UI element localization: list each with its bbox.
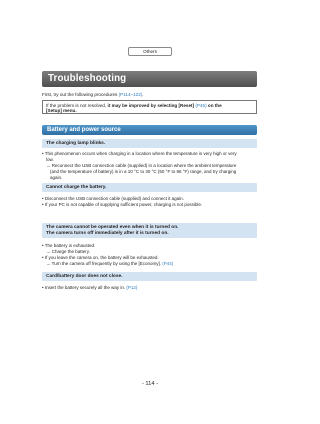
economy-page-link[interactable]: (P44) [162,261,174,266]
page-number: - 114 - [141,381,159,387]
question-bar: The camera cannot be operated even when it is turned on. The camera turns off immediately after it is turned on. [42,223,257,238]
intro-text: First, try out the following procedures (P114–122). [42,92,144,97]
battery-page-link[interactable]: (P12) [126,285,138,290]
section-tab: Others [128,47,172,56]
question-bar: The charging lamp blinks. [42,139,257,148]
page-title-bar [42,71,257,87]
section-header [42,125,257,135]
reset-page-link[interactable]: (P45) [194,102,207,108]
question-bar: Cannot charge the battery. [42,183,257,192]
intro-page-link[interactable]: (P114–122) [118,92,143,97]
reset-note-box: If the problem is not resolved, it may be improved by selecting [Reset] (P45) on the [Setup] menu. [42,100,257,114]
question-bar: Card/battery door does not close. [42,272,257,281]
page-title: Troubleshooting [48,73,127,84]
answer-text: • This phenomenon occurs when charging in a location where the temperature is very high or very low. → Reconnect the USB connection cable (supplied) in a location where the ambient temperature (and the temperature of battery) is in a 10 °C to 30 °C (50 °F to 86 °F) range, and try charging again. [42,151,237,180]
answer-text: • Disconnect the USB connection cable (supplied) and connect it again. • If your PC is not capable of supplying sufficient power, charging is not possible. [42,196,203,207]
answer-text: • The battery is exhausted. → Charge the battery. • If you leave the camera on, the battery will be exhausted. → Turn the camera off frequently by using the [Economy]. (P44) [42,243,174,266]
answer-text: • Insert the battery securely all the way in. (P12) [42,285,138,290]
section-title: Battery and power source [47,126,121,133]
